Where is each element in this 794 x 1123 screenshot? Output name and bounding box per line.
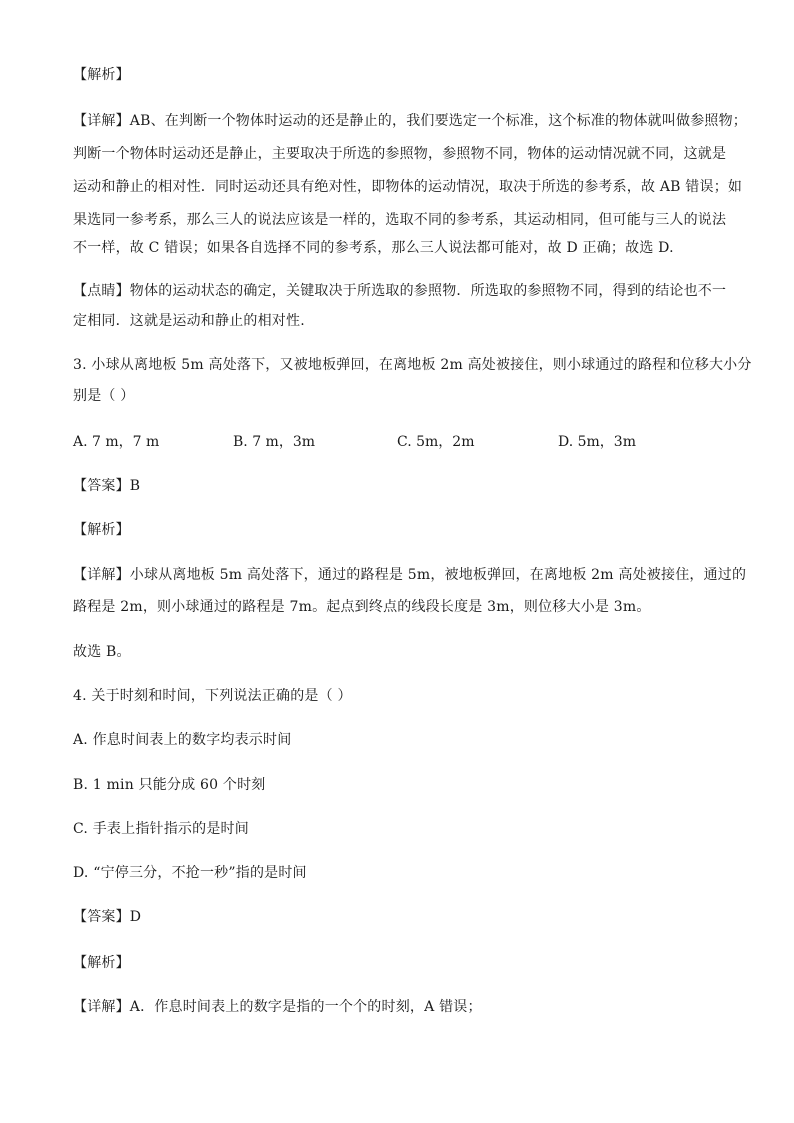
analysis-heading: 【解析】 [73,955,130,971]
question-3-option-d: D. 5m，3m [558,434,636,450]
question-3-option-c: C. 5m，2m [397,434,475,450]
analysis-heading: 【解析】 [73,67,130,83]
question-4-option-d: D. “宁停三分，不抢一秒”指的是时间 [73,865,307,881]
question-4-option-a: A. 作息时间表上的数字均表示时间 [73,732,292,748]
question-4-option-c: C. 手表上指针指示的是时间 [73,821,249,837]
question-3-line: 3. 小球从离地板 5m 高处落下，又被地板弹回，在离地板 2m 高处被接住，则小球通过的路程和位移大小分 [73,357,752,373]
detail-line: 运动和静止的相对性．同时运动还具有绝对性，即物体的运动情况，取决于所选的参考系，故 AB 错误；如 [73,179,743,195]
detail-line: 【详解】A．作息时间表上的数字是指的一个个的时刻，A 错误； [73,999,482,1015]
detail-line: 【详解】AB、在判断一个物体时运动的还是静止的，我们要选定一个标准，这个标准的物体就叫做参照物； [73,113,747,129]
question-3-line: 别是（ ） [73,388,135,404]
question-3-option-b: B. 7 m，3m [233,434,316,450]
conclusion-3: 故选 B。 [73,644,131,660]
detail-line: 果选同一参考系，那么三人的说法应该是一样的，选取不同的参考系，其运动相同，但可能与三人的说法 [73,212,727,228]
analysis-heading: 【解析】 [73,522,130,538]
detail-line: 【详解】小球从离地板 5m 高处落下，通过的路程是 5m，被地板弹回，在离地板 2m 高处被接住，通过的 [73,567,747,583]
detail-line: 判断一个物体时运动还是静止，主要取决于所选的参照物，参照物不同，物体的运动情况就不同，这就是 [73,146,727,162]
question-4-line: 4. 关于时刻和时间，下列说法正确的是（ ） [73,688,352,704]
remark-line: 【点睛】物体的运动状态的确定，关键取决于所选取的参照物．所选取的参照物不同，得到的结论也不一 [73,283,727,299]
question-4-option-b: B. 1 min 只能分成 60 个时刻 [73,777,266,793]
answer-4: 【答案】D [73,909,142,925]
detail-line: 不一样，故 C 错误；如果各自选择不同的参考系，那么三人说法都可能对，故 D 正确；故选 D. [73,240,674,256]
question-3-option-a: A. 7 m，7 m [73,434,160,450]
detail-line: 路程是 2m，则小球通过的路程是 7m。起点到终点的线段长度是 3m，则位移大小是 3m。 [73,599,651,615]
answer-3: 【答案】B [73,478,141,494]
remark-line: 定相同．这就是运动和静止的相对性. [73,313,305,329]
